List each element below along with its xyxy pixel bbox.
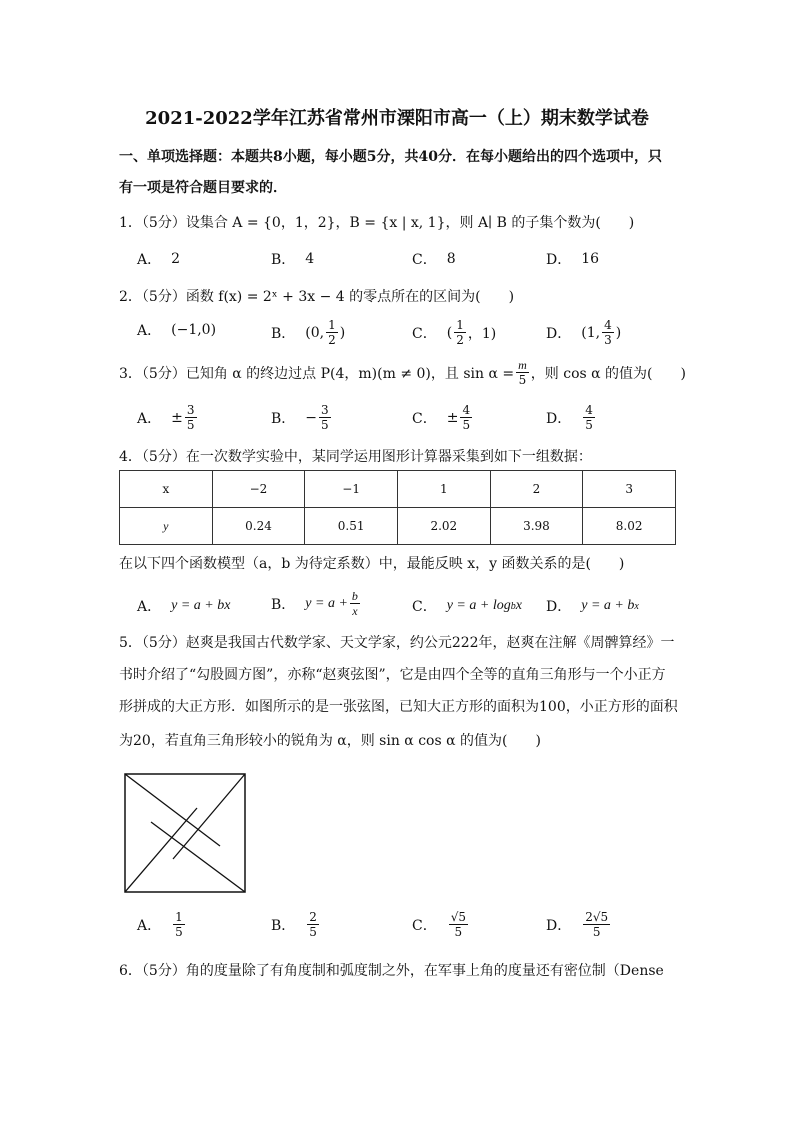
- triangle-edge: [151, 822, 245, 892]
- q1-option-a[interactable]: A． 2: [137, 251, 181, 268]
- question-5-line4: 为20，若直角三角形较小的锐角为 α，则 sin α cos α 的值为( ): [119, 733, 541, 749]
- q1-option-b[interactable]: B． 4: [271, 251, 315, 268]
- question-2-stem: 2．（5分）函数 f(x) = 2ˣ + 3x − 4 的零点所在的区间为( ): [119, 289, 515, 305]
- q3-option-d[interactable]: D． $\frac{4}{5}$: [546, 403, 593, 432]
- zhao-shuang-string-diagram: [124, 773, 248, 895]
- q4-option-c[interactable]: C． y = a + log b x: [412, 598, 522, 615]
- table-cell: x: [120, 471, 213, 508]
- question-4-followup: 在以下四个函数模型（a，b 为待定系数）中，最能反映 x，y 函数关系的是( ): [119, 556, 625, 572]
- section-header-line2: 有一项是符合题目要求的．: [119, 180, 287, 196]
- table-cell: −1: [305, 471, 398, 508]
- exam-title: 2021-2022学年江苏省常州市溧阳市高一（上）期末数学试卷: [145, 108, 649, 129]
- q3-option-b[interactable]: B． − $\frac{3}{5}$: [271, 403, 329, 432]
- q2-option-a[interactable]: A． (−1,0): [137, 322, 217, 339]
- q4-option-a[interactable]: A． y = a + bx: [137, 598, 231, 615]
- table-row-y: [120, 508, 676, 545]
- table-cell: 8.02: [583, 508, 676, 545]
- table-cell: 3.98: [490, 508, 583, 545]
- section-header-line1: 一、单项选择题：本题共8小题，每小题5分，共40分．在每小题给出的四个选项中，只: [119, 149, 662, 165]
- table-cell: −2: [212, 471, 305, 508]
- question-6-stem: 6．（5分）角的度量除了有角度制和弧度制之外，在军事上角的度量还有密位制（Dense: [119, 963, 664, 979]
- q1-option-d[interactable]: D． 16: [546, 251, 600, 268]
- triangle-edge: [125, 774, 220, 846]
- table-cell: 3: [583, 471, 676, 508]
- q5-option-a[interactable]: A． $\frac{1}{5}$: [137, 910, 183, 939]
- q2-option-c[interactable]: C． ( $\frac{1}{2}$ ，1): [412, 318, 497, 347]
- q4-option-b[interactable]: B． y = a + $\frac{b}{x}$: [271, 589, 358, 618]
- table-cell: 2: [490, 471, 583, 508]
- table-cell: 1: [397, 471, 490, 508]
- table-cell: 0.51: [305, 508, 398, 545]
- q2-option-b[interactable]: B． (0, $\frac{1}{2}$ ): [271, 318, 346, 347]
- question-5-line3: 形拼成的大正方形．如图所示的是一张弦图，已知大正方形的面积为100，小正方形的面积: [119, 699, 678, 715]
- question-3-stem: 3．（5分）已知角 α 的终边过点 P(4，m)(m ≠ 0)，且 sin α = $\frac{m}{5}$ ，则 cos α 的值为( ): [119, 358, 686, 387]
- question-5-line1: 5．（5分）赵爽是我国古代数学家、天文学家，约公元222年，赵爽在注解《周髀算经》一: [119, 635, 675, 651]
- q4-option-d[interactable]: D． y = a + b x: [546, 598, 639, 615]
- question-4-stem: 4．（5分）在一次数学实验中，某同学运用图形计算器采集到如下一组数据：: [119, 449, 592, 465]
- q3-option-a[interactable]: A． ± $\frac{3}{5}$: [137, 403, 195, 432]
- q3-option-c[interactable]: C． ± $\frac{4}{5}$: [412, 403, 471, 432]
- question-1-stem: 1．（5分）设集合 A = {0，1，2}，B = {x | x, 1}，则 A∣ B 的子集个数为( ): [119, 215, 635, 231]
- q5-option-c[interactable]: C． $\frac{√5}{5}$: [412, 910, 466, 939]
- table-cell: 2.02: [397, 508, 490, 545]
- outer-square: [125, 774, 245, 892]
- table-cell: y: [120, 508, 213, 545]
- q1-option-c[interactable]: C． 8: [412, 251, 456, 268]
- table-cell: 0.24: [212, 508, 305, 545]
- q5-option-d[interactable]: D． $\frac{2√5}{5}$: [546, 910, 609, 939]
- q5-option-b[interactable]: B． $\frac{2}{5}$: [271, 910, 317, 939]
- data-table: [119, 470, 676, 545]
- q2-option-d[interactable]: D． (1, $\frac{4}{3}$ ): [546, 318, 622, 347]
- question-5-line2: 书时介绍了“勾股圆方图”，亦称“赵爽弦图”，它是由四个全等的直角三角形与一个小正方: [119, 667, 666, 683]
- table-row-x: [120, 471, 676, 508]
